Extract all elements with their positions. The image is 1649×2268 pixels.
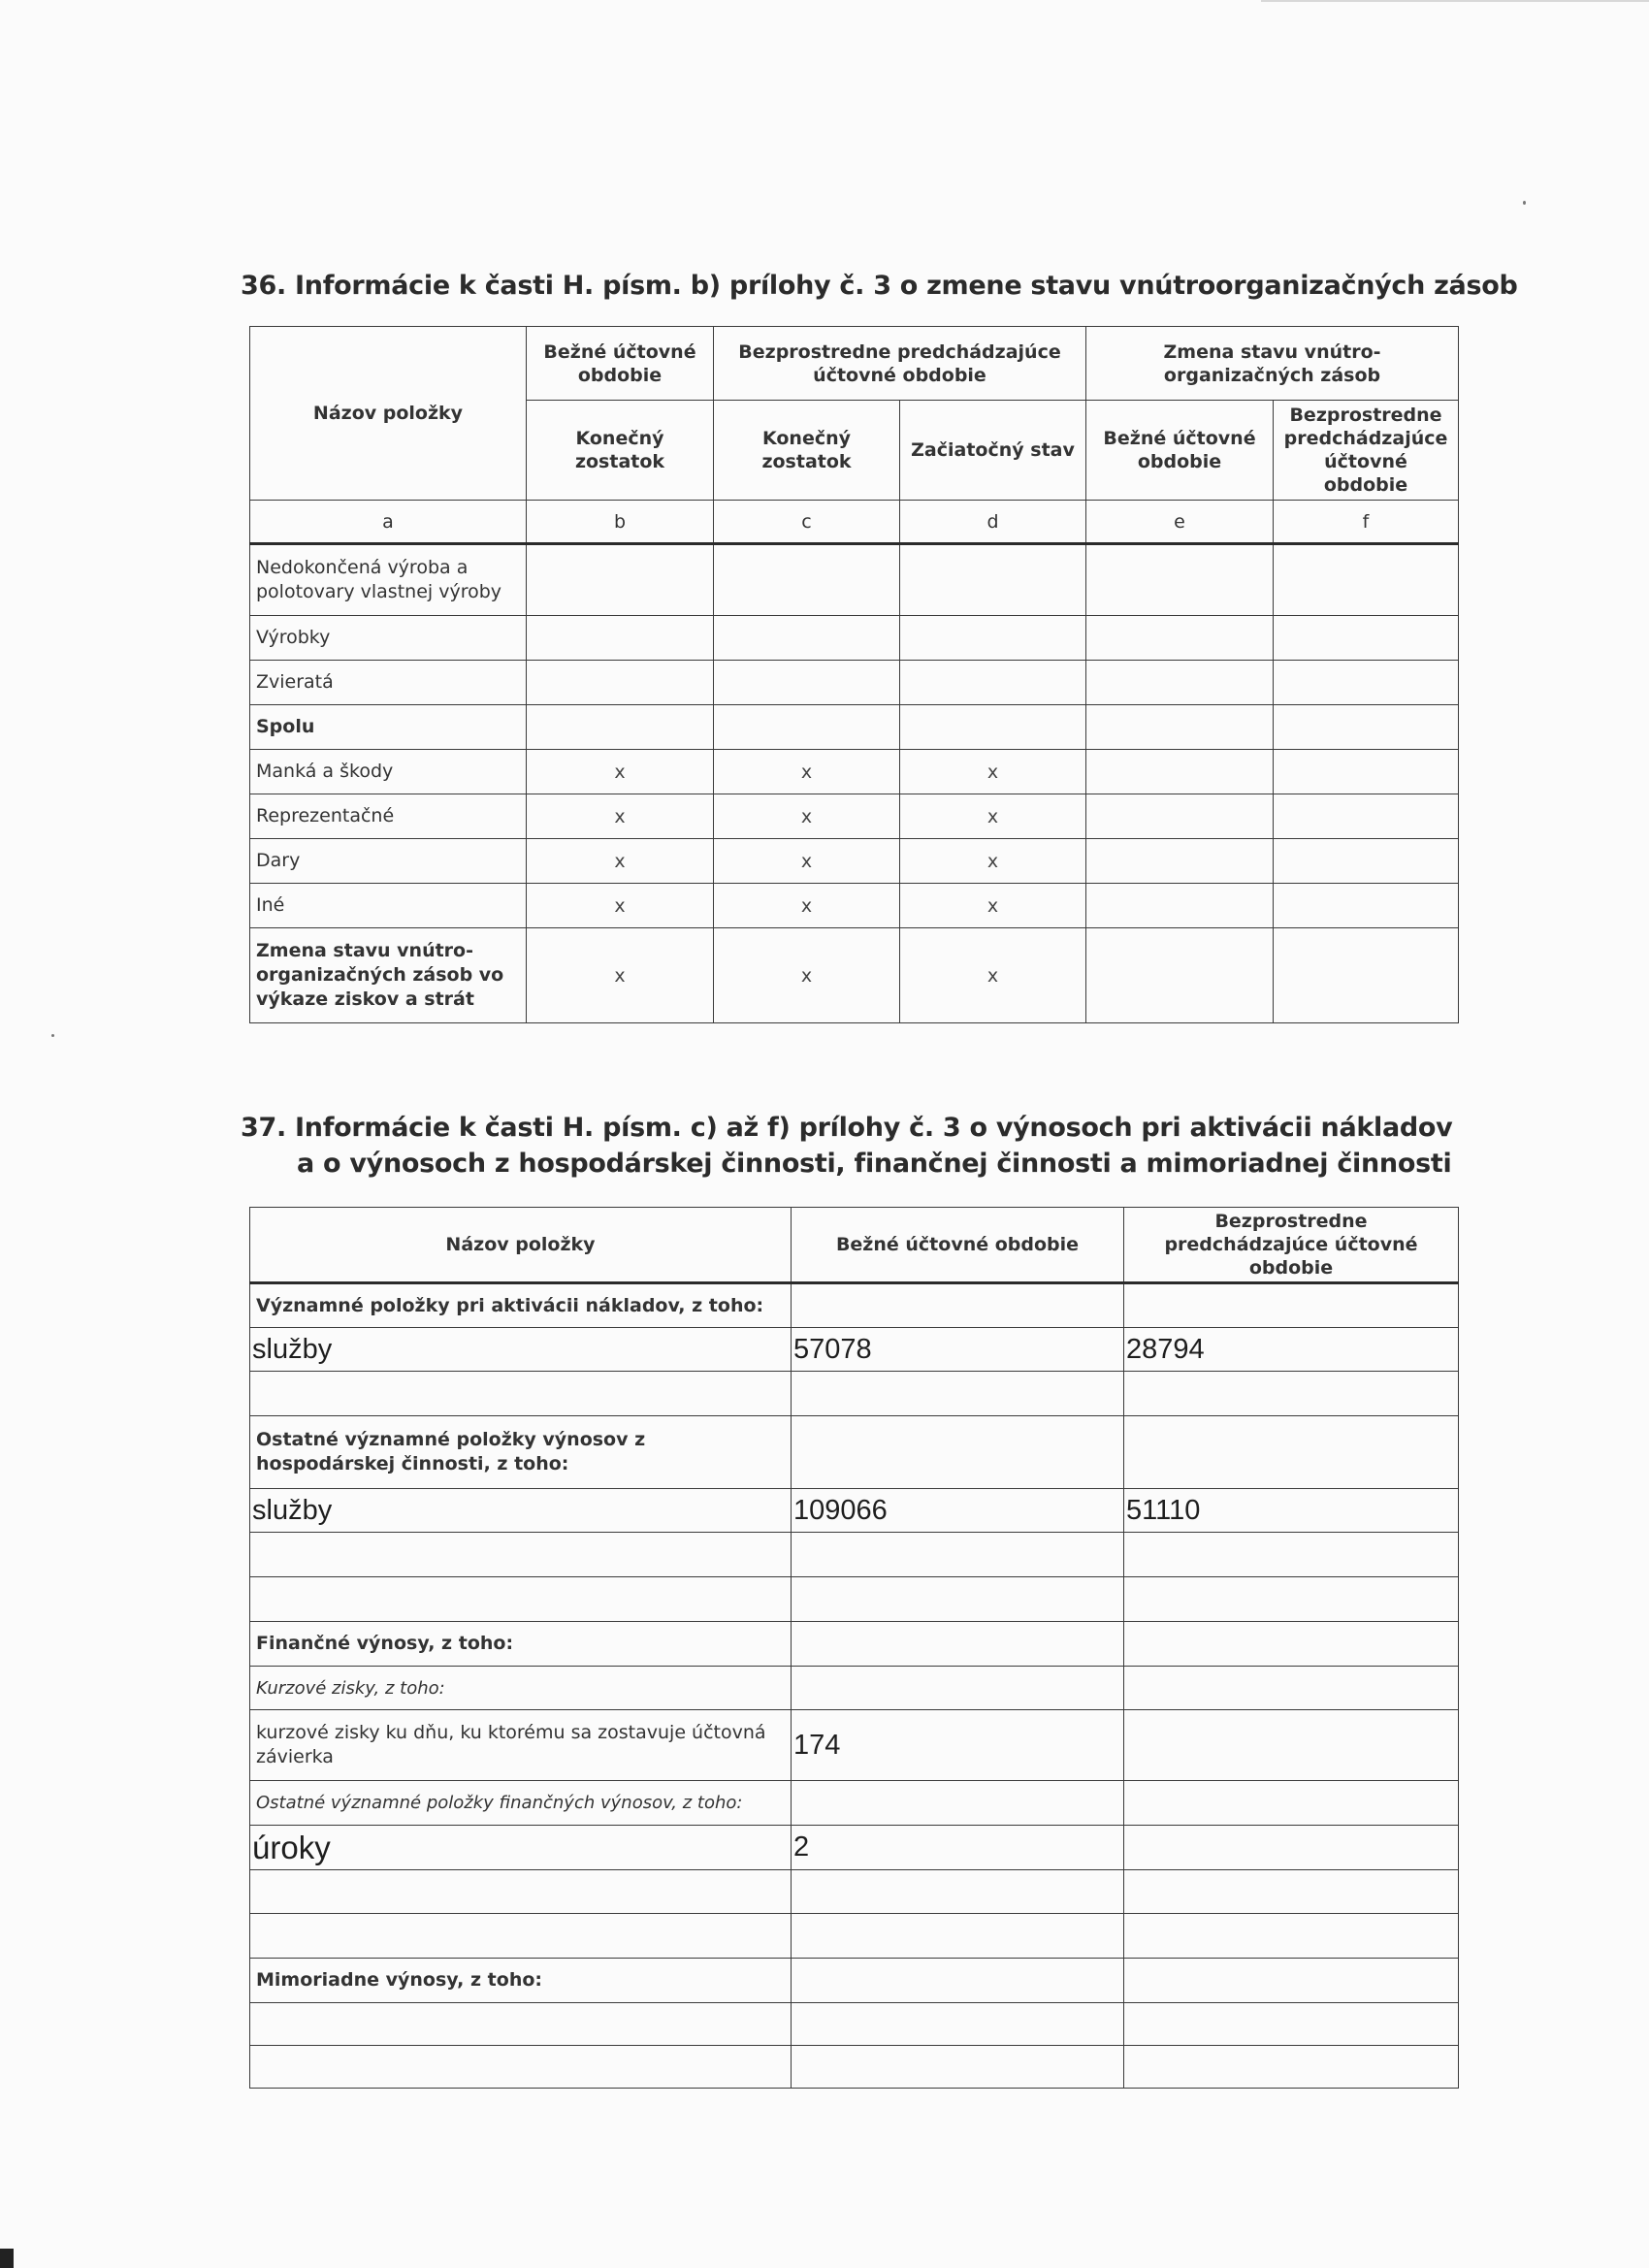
previous-period-value: [1124, 1533, 1459, 1577]
current-period-value: [792, 1781, 1124, 1826]
table-row: [250, 1959, 1459, 2003]
section-37-title-line1: 37. Informácie k časti H. písm. c) až f) prílohy č. 3 o výnosoch pri aktivácii nákladov: [241, 1113, 1453, 1143]
header-change-current: Bežné účtovné obdobie: [1086, 401, 1274, 501]
previous-period-value: [1124, 1283, 1459, 1328]
scan-speck: [51, 1034, 54, 1037]
table-row: [250, 1372, 1459, 1416]
row-label: Kurzové zisky, z toho:: [250, 1667, 792, 1710]
table-row: [250, 1914, 1459, 1959]
table-row: [250, 705, 1459, 750]
table-row: [250, 1667, 1459, 1710]
previous-period-value: [1124, 1710, 1459, 1781]
value-cell: [1274, 794, 1459, 839]
header-change: Zmena stavu vnútro-organizačných zásob: [1086, 327, 1459, 401]
row-label: Zvieratá: [250, 661, 527, 705]
column-letter-b: b: [527, 501, 714, 544]
value-cell: [1274, 661, 1459, 705]
row-label: Finančné výnosy, z toho:: [250, 1622, 792, 1667]
row-label: Manká a škody: [250, 750, 527, 794]
header-closing-balance-c: Konečný zostatok: [714, 401, 900, 501]
current-period-value: [792, 1533, 1124, 1577]
column-letter-d: d: [900, 501, 1086, 544]
row-label: služby: [250, 1328, 792, 1372]
value-cell: [527, 544, 714, 616]
current-period-value: 2: [792, 1826, 1124, 1870]
row-label: kurzové zisky ku dňu, ku ktorému sa zostavuje účtovná závierka: [250, 1710, 792, 1781]
row-label: [250, 1533, 792, 1577]
value-cell: [1274, 884, 1459, 928]
previous-period-value: 28794: [1124, 1328, 1459, 1372]
not-applicable-cell: x: [527, 928, 714, 1023]
value-cell: [1274, 928, 1459, 1023]
row-label: [250, 1372, 792, 1416]
value-cell: [527, 705, 714, 750]
row-label: Dary: [250, 839, 527, 884]
current-period-value: [792, 1283, 1124, 1328]
scan-edge-line: [1261, 0, 1649, 2]
row-label: Ostatné významné položky výnosov z hospodárskej činnosti, z toho:: [250, 1416, 792, 1489]
not-applicable-cell: x: [714, 750, 900, 794]
row-label: [250, 1577, 792, 1622]
previous-period-value: [1124, 1667, 1459, 1710]
previous-period-value: [1124, 1914, 1459, 1959]
value-cell: [1274, 750, 1459, 794]
scan-corner-mark: [0, 2249, 14, 2268]
row-label: Významné položky pri aktivácii nákladov, z toho:: [250, 1283, 792, 1328]
revenue-table: [249, 1207, 1459, 2089]
previous-period-value: [1124, 1622, 1459, 1667]
row-label: Ostatné významné položky finančných výnosov, z toho:: [250, 1781, 792, 1826]
current-period-value: [792, 1667, 1124, 1710]
value-cell: [1274, 544, 1459, 616]
column-letter-a: a: [250, 501, 527, 544]
value-cell: [1086, 928, 1274, 1023]
column-letter-f: f: [1274, 501, 1459, 544]
not-applicable-cell: x: [527, 750, 714, 794]
not-applicable-cell: x: [714, 839, 900, 884]
value-cell: [1086, 661, 1274, 705]
not-applicable-cell: x: [714, 928, 900, 1023]
value-cell: [714, 544, 900, 616]
not-applicable-cell: x: [900, 750, 1086, 794]
row-label: Nedokončená výroba a polotovary vlastnej výroby: [250, 544, 527, 616]
not-applicable-cell: x: [527, 794, 714, 839]
not-applicable-cell: x: [900, 794, 1086, 839]
row-label: Mimoriadne výnosy, z toho:: [250, 1959, 792, 2003]
value-cell: [714, 705, 900, 750]
table-row: [250, 1710, 1459, 1781]
previous-period-value: [1124, 1870, 1459, 1914]
value-cell: [900, 661, 1086, 705]
previous-period-value: [1124, 2046, 1459, 2089]
row-label: Spolu: [250, 705, 527, 750]
row-label: úroky: [250, 1826, 792, 1870]
value-cell: [1086, 750, 1274, 794]
not-applicable-cell: x: [527, 884, 714, 928]
header-item-name: Názov položky: [250, 327, 527, 501]
not-applicable-cell: x: [900, 884, 1086, 928]
value-cell: [1086, 544, 1274, 616]
section-37-title-line2: a o výnosoch z hospodárskej činnosti, finančnej činnosti a mimoriadnej činnosti: [297, 1149, 1452, 1179]
value-cell: [1274, 839, 1459, 884]
row-label: [250, 1914, 792, 1959]
previous-period-value: [1124, 1781, 1459, 1826]
value-cell: [900, 616, 1086, 661]
table-row: [250, 544, 1459, 616]
current-period-value: [792, 2046, 1124, 2089]
section-37-title: [241, 1110, 1452, 1182]
table-row: [250, 661, 1459, 705]
table-row: [250, 839, 1459, 884]
previous-period-value: [1124, 1826, 1459, 1870]
table-row: [250, 1577, 1459, 1622]
value-cell: [1086, 794, 1274, 839]
table-row: [250, 2046, 1459, 2089]
current-period-value: [792, 1372, 1124, 1416]
current-period-value: [792, 1959, 1124, 2003]
row-label: [250, 2003, 792, 2046]
previous-period-value: 51110: [1124, 1489, 1459, 1533]
previous-period-value: [1124, 2003, 1459, 2046]
column-letter-e: e: [1086, 501, 1274, 544]
column-letter-c: c: [714, 501, 900, 544]
row-label: Iné: [250, 884, 527, 928]
previous-period-value: [1124, 1372, 1459, 1416]
table-row: [250, 1489, 1459, 1533]
value-cell: [1086, 884, 1274, 928]
current-period-value: 174: [792, 1710, 1124, 1781]
current-period-value: 57078: [792, 1328, 1124, 1372]
value-cell: [527, 661, 714, 705]
table-row: [250, 794, 1459, 839]
row-label: Zmena stavu vnútro-organizačných zásob vo výkaze ziskov a strát: [250, 928, 527, 1023]
table-row: [250, 1328, 1459, 1372]
row-label: Reprezentačné: [250, 794, 527, 839]
inventory-change-table: [249, 326, 1459, 1023]
current-period-value: 109066: [792, 1489, 1124, 1533]
header-previous-period: Bezprostredne predchádzajúce účtovné obdobie: [1124, 1208, 1459, 1283]
row-label: [250, 1870, 792, 1914]
value-cell: [900, 544, 1086, 616]
value-cell: [900, 705, 1086, 750]
current-period-value: [792, 1577, 1124, 1622]
value-cell: [714, 661, 900, 705]
value-cell: [1086, 705, 1274, 750]
current-period-value: [792, 2003, 1124, 2046]
scan-speck: [1523, 201, 1526, 205]
table-row: [250, 1622, 1459, 1667]
table-row: [250, 2003, 1459, 2046]
previous-period-value: [1124, 1577, 1459, 1622]
table-row: [250, 884, 1459, 928]
value-cell: [1274, 705, 1459, 750]
value-cell: [527, 616, 714, 661]
header-current-period: Bežné účtovné obdobie: [527, 327, 714, 401]
value-cell: [1274, 616, 1459, 661]
header-previous-period: Bezprostredne predchádzajúce účtovné obdobie: [714, 327, 1086, 401]
value-cell: [1086, 616, 1274, 661]
table-row: [250, 928, 1459, 1023]
table-row: [250, 616, 1459, 661]
header-opening-state: Začiatočný stav: [900, 401, 1086, 501]
table-row: [250, 1870, 1459, 1914]
current-period-value: [792, 1870, 1124, 1914]
section-36-title: 36. Informácie k časti H. písm. b) prílohy č. 3 o zmene stavu vnútroorganizačných zásob: [241, 271, 1518, 301]
current-period-value: [792, 1914, 1124, 1959]
previous-period-value: [1124, 1959, 1459, 2003]
not-applicable-cell: x: [900, 839, 1086, 884]
table-row: [250, 1283, 1459, 1328]
row-label: služby: [250, 1489, 792, 1533]
header-item-name: Názov položky: [250, 1208, 792, 1283]
table-row: [250, 1826, 1459, 1870]
table-row: [250, 1416, 1459, 1489]
table-row: [250, 1781, 1459, 1826]
table-row: [250, 1533, 1459, 1577]
header-current-period: Bežné účtovné obdobie: [792, 1208, 1124, 1283]
not-applicable-cell: x: [714, 884, 900, 928]
not-applicable-cell: x: [714, 794, 900, 839]
previous-period-value: [1124, 1416, 1459, 1489]
value-cell: [714, 616, 900, 661]
header-change-previous: Bezprostredne predchádzajúce účtovné obdobie: [1274, 401, 1459, 501]
current-period-value: [792, 1416, 1124, 1489]
row-label: Výrobky: [250, 616, 527, 661]
not-applicable-cell: x: [527, 839, 714, 884]
value-cell: [1086, 839, 1274, 884]
not-applicable-cell: x: [900, 928, 1086, 1023]
table-row: [250, 750, 1459, 794]
current-period-value: [792, 1622, 1124, 1667]
row-label: [250, 2046, 792, 2089]
header-closing-balance-b: Konečný zostatok: [527, 401, 714, 501]
